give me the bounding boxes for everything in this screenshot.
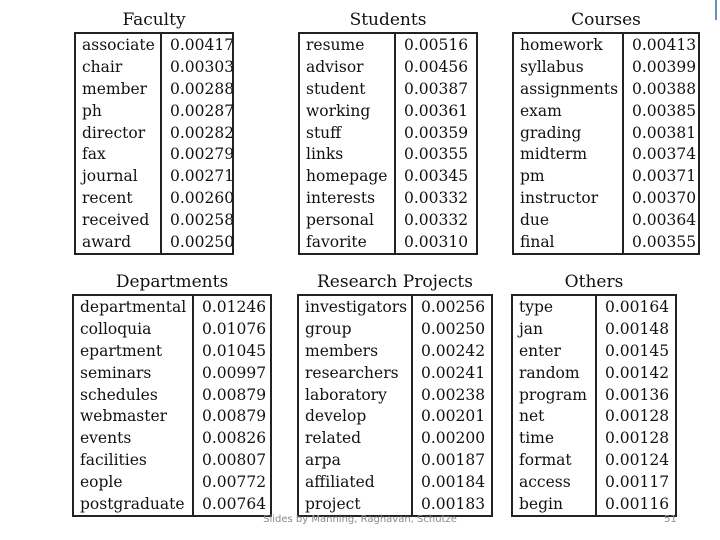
probability-cell: 0.00200 [421,429,486,448]
probability-cell: 0.00117 [605,473,670,492]
courses-table-block [512,10,700,260]
table-row [300,231,476,253]
term-cell: schedules [74,384,194,406]
term-cell: related [299,427,413,449]
probability-cell: 0.00374 [632,145,697,164]
probability-cell: 0.00288 [170,79,235,98]
table-row [74,405,270,427]
term-cell: homework [514,34,624,56]
faculty-table-block [74,10,234,260]
table-row [300,209,476,231]
term-cell: researchers [299,362,413,384]
probability-cell: 0.00250 [421,319,486,338]
term-cell: begin [513,493,597,515]
research-projects-table-block [297,272,493,522]
term-cell: working [300,100,396,122]
probability-cell: 0.00399 [632,57,697,76]
table-row [514,143,698,165]
faculty-table [74,32,234,255]
probability-cell: 0.00772 [202,473,267,492]
term-cell: due [514,209,624,231]
departments-table-block [72,272,272,522]
table-row [76,100,235,122]
corner-accent-line [715,0,717,20]
probability-cell: 0.00136 [605,385,670,404]
probability-cell: 0.01045 [202,341,267,360]
table-row [514,165,698,187]
table-row [299,427,491,449]
term-cell: personal [300,209,396,231]
probability-cell: 0.00370 [632,189,697,208]
table-row [299,362,491,384]
probability-cell: 0.01076 [202,319,267,338]
table-row [300,56,476,78]
term-cell: journal [76,165,162,187]
table-row [74,493,270,515]
term-cell: access [513,471,597,493]
table-row [76,187,235,209]
table-row [514,56,698,78]
term-cell: recent [76,187,162,209]
term-cell: midterm [514,143,624,165]
probability-cell: 0.00359 [404,123,469,142]
term-cell: resume [300,34,396,56]
term-cell: group [299,318,413,340]
table-row [74,449,270,471]
term-cell: type [513,296,597,318]
term-cell: webmaster [74,405,194,427]
others-table [511,294,677,517]
term-cell: pm [514,165,624,187]
table-row [76,78,235,100]
table-row [300,122,476,144]
term-cell: departmental [74,296,194,318]
table-row [513,362,675,384]
probability-cell: 0.00271 [170,167,235,186]
probability-cell: 0.00417 [170,35,235,54]
term-cell: grading [514,122,624,144]
probability-cell: 0.00241 [421,363,486,382]
term-cell: student [300,78,396,100]
table-row [514,100,698,122]
table-row [300,78,476,100]
probability-cell: 0.00260 [170,189,235,208]
table-row [300,187,476,209]
term-cell: events [74,427,194,449]
term-cell: fax [76,143,162,165]
probability-cell: 0.00345 [404,167,469,186]
slide-footer: Slides by Manning, Raghavan, Schutze [263,514,457,525]
term-cell: ph [76,100,162,122]
students-table [298,32,478,255]
probability-cell: 0.00128 [605,429,670,448]
table-row [76,209,235,231]
table-row [74,296,270,318]
table-row [300,34,476,56]
table-row [513,427,675,449]
departments-table [72,294,272,517]
term-cell: enter [513,340,597,362]
probability-cell: 0.00361 [404,101,469,120]
term-cell: links [300,143,396,165]
term-cell: members [299,340,413,362]
term-cell: jan [513,318,597,340]
probability-cell: 0.00201 [421,407,486,426]
table-row [76,56,235,78]
term-cell: final [514,231,624,253]
table-row [74,384,270,406]
table-row [299,493,491,515]
term-cell: director [76,122,162,144]
probability-cell: 0.00282 [170,123,235,142]
term-cell: associate [76,34,162,56]
table-row [514,78,698,100]
probability-cell: 0.00142 [605,363,670,382]
table-row [514,122,698,144]
courses-table [512,32,700,255]
table-row [299,471,491,493]
probability-cell: 0.00332 [404,211,469,230]
probability-cell: 0.00258 [170,211,235,230]
table-row [76,231,235,253]
table-row [74,471,270,493]
term-cell: net [513,405,597,427]
table-row [300,143,476,165]
table-row [74,362,270,384]
term-cell: member [76,78,162,100]
probability-cell: 0.00116 [605,494,670,513]
table-row [513,471,675,493]
term-cell: laboratory [299,384,413,406]
table-row [514,231,698,253]
probability-cell: 0.00250 [170,232,235,251]
probability-cell: 0.00456 [404,57,469,76]
probability-cell: 0.00413 [632,35,697,54]
probability-cell: 0.00184 [421,473,486,492]
term-cell: random [513,362,597,384]
term-cell: advisor [300,56,396,78]
table-row [514,209,698,231]
table-row [300,165,476,187]
table-row [514,34,698,56]
probability-cell: 0.00826 [202,429,267,448]
table-row [513,449,675,471]
table-row [299,340,491,362]
table-row [513,405,675,427]
table-row [513,384,675,406]
term-cell: affiliated [299,471,413,493]
term-cell: assignments [514,78,624,100]
term-cell: exam [514,100,624,122]
probability-cell: 0.00332 [404,189,469,208]
term-cell: interests [300,187,396,209]
term-cell: instructor [514,187,624,209]
probability-cell: 0.01246 [202,297,267,316]
faculty-title: Faculty [122,10,186,30]
students-title: Students [349,10,427,30]
term-cell: award [76,231,162,253]
table-row [513,296,675,318]
table-row [74,318,270,340]
table-row [299,405,491,427]
term-cell: eople [74,471,194,493]
probability-cell: 0.00183 [421,494,486,513]
term-cell: investigators [299,296,413,318]
term-cell: epartment [74,340,194,362]
departments-title: Departments [115,272,229,292]
probability-cell: 0.00128 [605,407,670,426]
probability-cell: 0.00516 [404,35,469,54]
table-row [74,427,270,449]
term-cell: stuff [300,122,396,144]
others-table-block [511,272,677,522]
probability-cell: 0.00388 [632,79,697,98]
term-cell: syllabus [514,56,624,78]
table-row [299,384,491,406]
term-cell: seminars [74,362,194,384]
term-cell: postgraduate [74,493,194,515]
table-row [300,100,476,122]
probability-cell: 0.00879 [202,385,267,404]
term-cell: favorite [300,231,396,253]
probability-cell: 0.00387 [404,79,469,98]
probability-cell: 0.00355 [632,232,697,251]
table-row [299,296,491,318]
probability-cell: 0.00287 [170,101,235,120]
table-row [76,143,235,165]
probability-cell: 0.00164 [605,297,670,316]
others-title: Others [564,272,624,292]
term-cell: homepage [300,165,396,187]
probability-cell: 0.00997 [202,363,267,382]
probability-cell: 0.00371 [632,167,697,186]
probability-cell: 0.00385 [632,101,697,120]
probability-cell: 0.00242 [421,341,486,360]
probability-cell: 0.00145 [605,341,670,360]
research-projects-title: Research Projects [317,272,473,292]
term-cell: develop [299,405,413,427]
probability-cell: 0.00381 [632,123,697,142]
page-number: 51 [664,514,677,525]
courses-title: Courses [571,10,641,30]
probability-cell: 0.00279 [170,145,235,164]
probability-cell: 0.00764 [202,494,267,513]
table-row [514,187,698,209]
probability-cell: 0.00303 [170,57,235,76]
probability-cell: 0.00238 [421,385,486,404]
term-cell: colloquia [74,318,194,340]
term-cell: project [299,493,413,515]
table-row [513,340,675,362]
probability-cell: 0.00879 [202,407,267,426]
table-row [76,122,235,144]
table-row [299,449,491,471]
students-table-block [298,10,478,260]
term-cell: time [513,427,597,449]
research-projects-table [297,294,493,517]
table-row [76,165,235,187]
table-row [513,493,675,515]
probability-cell: 0.00310 [404,232,469,251]
probability-cell: 0.00256 [421,297,486,316]
table-row [74,340,270,362]
probability-cell: 0.00148 [605,319,670,338]
term-cell: received [76,209,162,231]
term-cell: chair [76,56,162,78]
table-row [513,318,675,340]
probability-cell: 0.00187 [421,451,486,470]
table-row [299,318,491,340]
term-cell: facilities [74,449,194,471]
probability-cell: 0.00807 [202,451,267,470]
probability-cell: 0.00355 [404,145,469,164]
term-cell: program [513,384,597,406]
table-row [76,34,235,56]
term-cell: arpa [299,449,413,471]
term-cell: format [513,449,597,471]
probability-cell: 0.00124 [605,451,670,470]
probability-cell: 0.00364 [632,211,697,230]
